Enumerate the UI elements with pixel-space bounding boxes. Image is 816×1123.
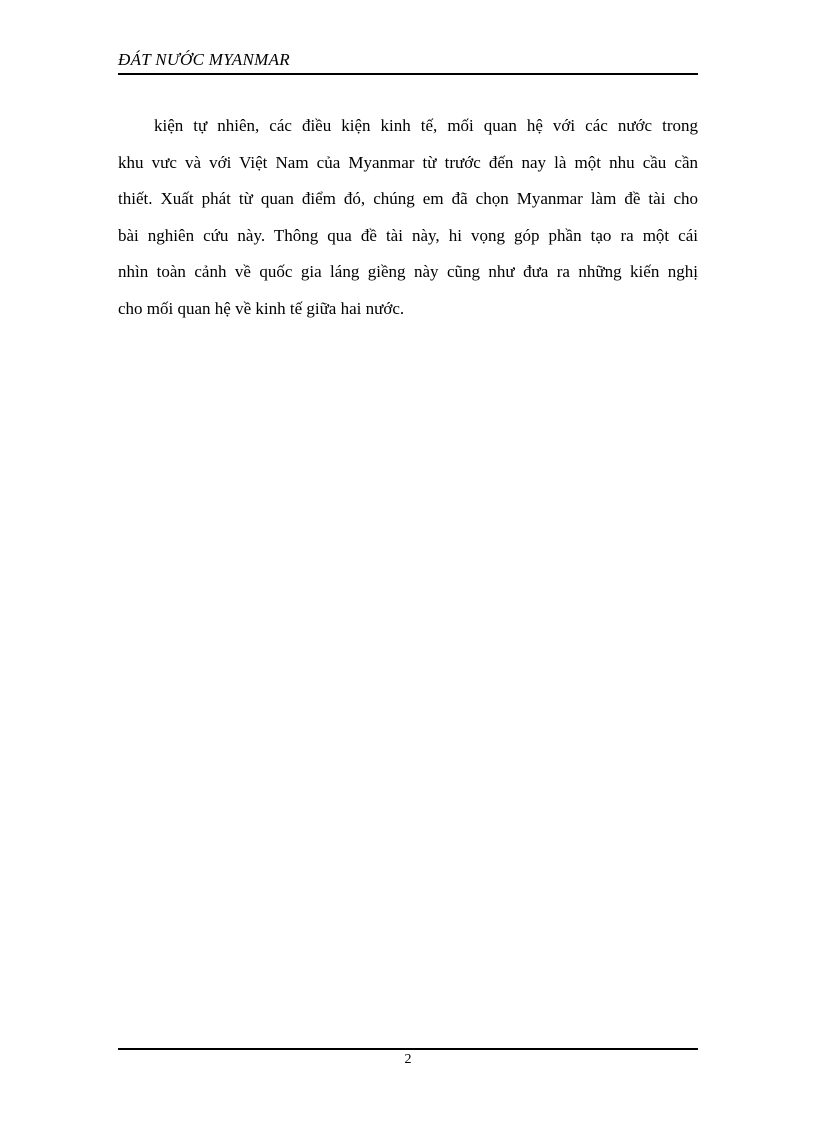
body-paragraph [118,108,698,327]
paragraph-line: khu vưc và với Việt Nam của Myanmar từ trước đến nay là một nhu cầu cần [118,152,698,172]
paragraph-line: kiện tự nhiên, các điều kiện kinh tế, mối quan hệ với các nước trong [154,116,698,135]
footer-rule [118,1048,698,1050]
page-header [118,50,698,70]
paragraph-line: nhìn toàn cảnh về quốc gia láng giềng này cũng như đưa ra những kiến nghị [118,262,698,281]
paragraph-line: bài nghiên cứu này. Thông qua đề tài này, hi vọng góp phần tạo ra một cái [118,225,698,245]
header-rule [118,73,698,75]
page-number: 2 [404,1052,412,1067]
paragraph-line: thiết. Xuất phát từ quan điểm đó, chúng em đã chọn Myanmar làm đề tài cho [118,189,698,208]
header-title: ĐÁT NƯỚC MYANMAR [118,50,290,69]
paragraph-line: cho mối quan hệ về kinh tế giữa hai nước. [118,298,405,318]
